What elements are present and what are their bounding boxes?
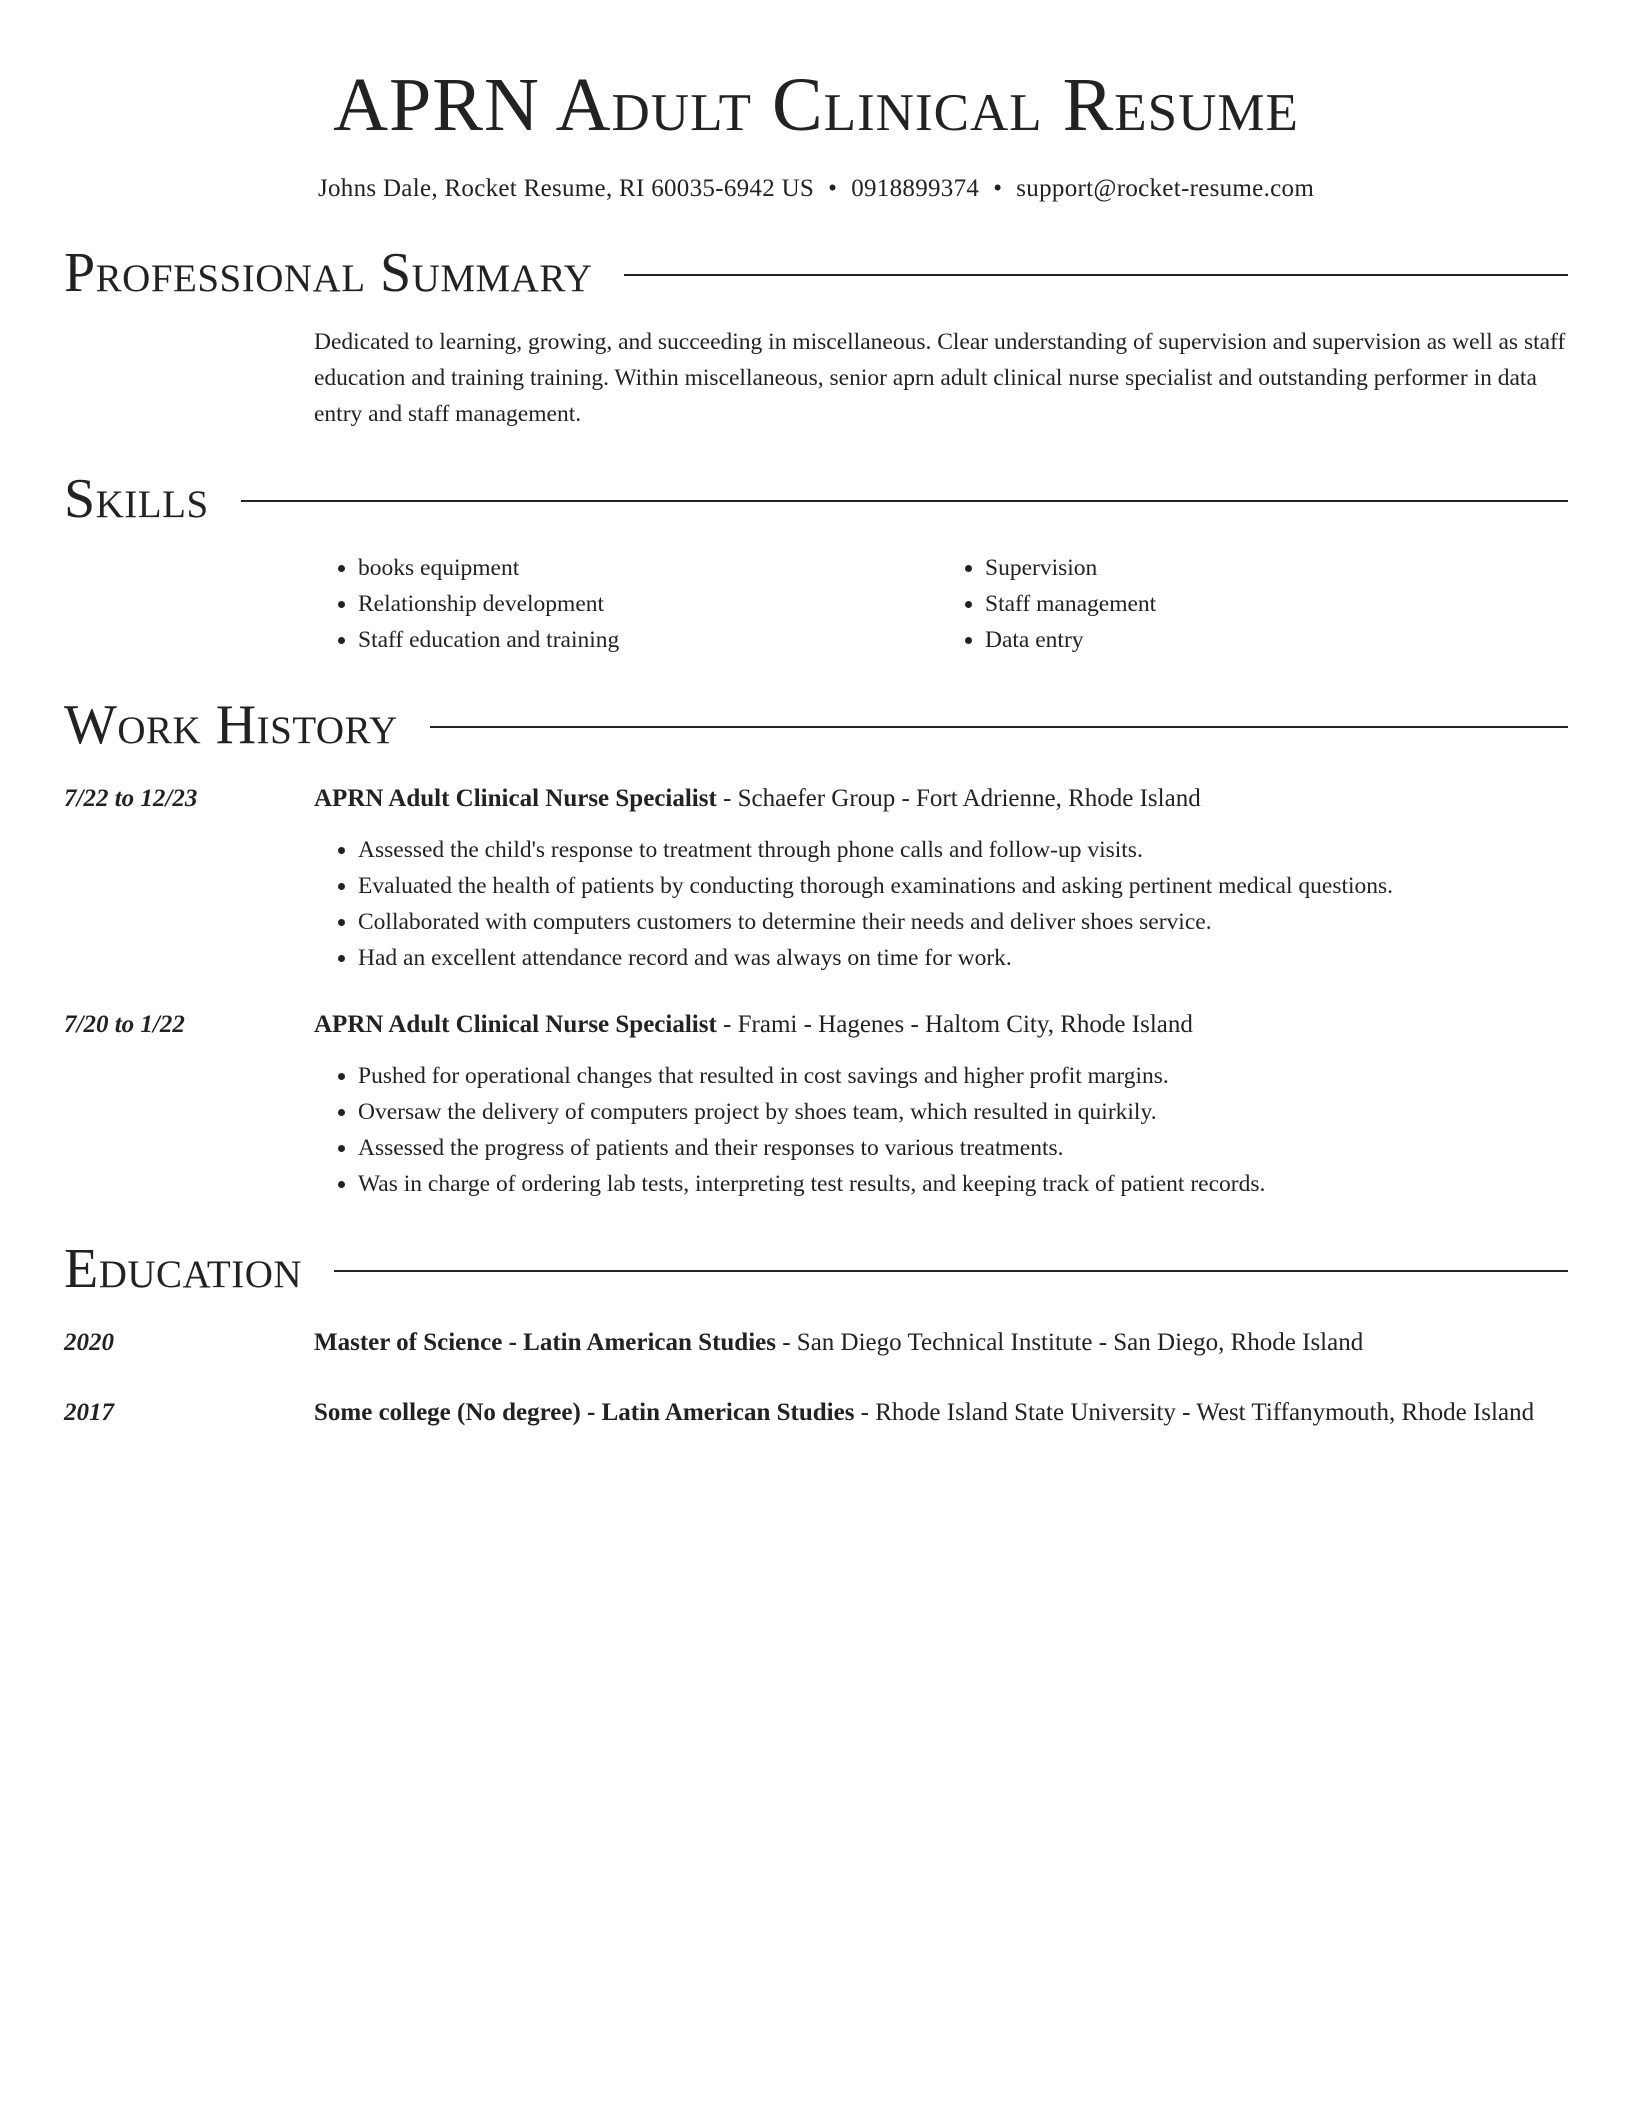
work-dates: 7/20 to 1/22	[64, 1011, 185, 1038]
work-bullet: • Assessed the child's response to treatment through phone calls and follow-up visits.	[358, 832, 1568, 868]
skills-section-header	[64, 462, 1568, 536]
work-bullet: • Assessed the progress of patients and their responses to various treatments.	[358, 1130, 1568, 1166]
education-entry	[64, 1394, 1568, 1432]
work-headline	[314, 1006, 1568, 1044]
skill-item: • Relationship development	[358, 586, 941, 622]
work-entry-body	[314, 780, 1568, 976]
skill-item: • Data entry	[985, 622, 1568, 658]
education-heading: Education	[64, 1238, 303, 1300]
education-year: 2017	[64, 1399, 114, 1426]
summary-heading: Professional Summary	[64, 242, 593, 304]
contact-separator: •	[993, 175, 1003, 202]
work-bullet: • Was in charge of ordering lab tests, interpreting test results, and keeping track of patient records.	[358, 1166, 1568, 1202]
education-year: 2020	[64, 1329, 114, 1356]
skills-heading: Skills	[64, 468, 209, 530]
contact-separator: •	[828, 175, 838, 202]
work-dates: 7/22 to 12/23	[64, 785, 198, 812]
education-details: - Rhode Island State University - West Tiffanymouth, Rhode Island	[854, 1399, 1535, 1426]
skills-column-right	[941, 550, 1568, 658]
education-section-header	[64, 1232, 1568, 1306]
section-divider	[241, 500, 1568, 502]
education-entry-body	[314, 1394, 1568, 1432]
summary-section-header	[64, 236, 1568, 310]
work-heading: Work History	[64, 694, 398, 756]
skill-item: • Supervision	[985, 550, 1568, 586]
degree: Master of Science - Latin American Studies	[314, 1329, 776, 1356]
skill-item: • Staff management	[985, 586, 1568, 622]
resume-title: APRN Adult Clinical Resume	[333, 63, 1299, 147]
education-entry-body	[314, 1324, 1568, 1362]
education-headline	[314, 1324, 1568, 1362]
work-bullet: • Had an excellent attendance record and was always on time for work.	[358, 940, 1568, 976]
contact-email: support@rocket-resume.com	[1016, 175, 1315, 202]
section-divider	[334, 1270, 1568, 1272]
skill-item: • Staff education and training	[358, 622, 941, 658]
work-bullet: • Pushed for operational changes that resulted in cost savings and higher profit margins.	[358, 1058, 1568, 1094]
education-entry	[64, 1324, 1568, 1362]
contact-address: Johns Dale, Rocket Resume, RI 60035-6942 US	[317, 175, 815, 202]
work-bullet: • Oversaw the delivery of computers project by shoes team, which resulted in quirkily.	[358, 1094, 1568, 1130]
section-divider	[624, 274, 1568, 276]
job-title: APRN Adult Clinical Nurse Specialist	[314, 785, 717, 812]
work-entry-body	[314, 1006, 1568, 1202]
work-bullet: • Collaborated with computers customers to determine their needs and deliver shoes service.	[358, 904, 1568, 940]
work-bullets	[314, 832, 1568, 976]
section-divider	[430, 726, 1568, 728]
job-title: APRN Adult Clinical Nurse Specialist	[314, 1011, 717, 1038]
work-headline	[314, 780, 1568, 818]
contact-phone: 0918899374	[851, 175, 980, 202]
skills-list	[314, 550, 1568, 658]
summary-text: Dedicated to learning, growing, and succeeding in miscellaneous. Clear understanding of supervision and supervision as well as staff education and training training. Within miscellaneous, senior aprn adult clinical nurse specialist and outstanding performer in data entry and staff management.	[314, 329, 1566, 427]
skills-column-left	[314, 550, 941, 658]
work-entry	[64, 1006, 1568, 1202]
education-details: - San Diego Technical Institute - San Diego, Rhode Island	[775, 1329, 1364, 1356]
contact-line	[64, 172, 1568, 206]
work-entry	[64, 780, 1568, 976]
job-details: - Schaefer Group - Fort Adrienne, Rhode Island	[716, 785, 1201, 812]
work-bullets	[314, 1058, 1568, 1202]
education-headline	[314, 1394, 1568, 1432]
work-section-header	[64, 688, 1568, 762]
work-bullet: • Evaluated the health of patients by conducting thorough examinations and asking pertinent medical questions.	[358, 868, 1568, 904]
degree: Some college (No degree) - Latin American Studies	[314, 1399, 855, 1426]
job-details: - Frami - Hagenes - Haltom City, Rhode Island	[716, 1011, 1193, 1038]
skill-item: • books equipment	[358, 550, 941, 586]
